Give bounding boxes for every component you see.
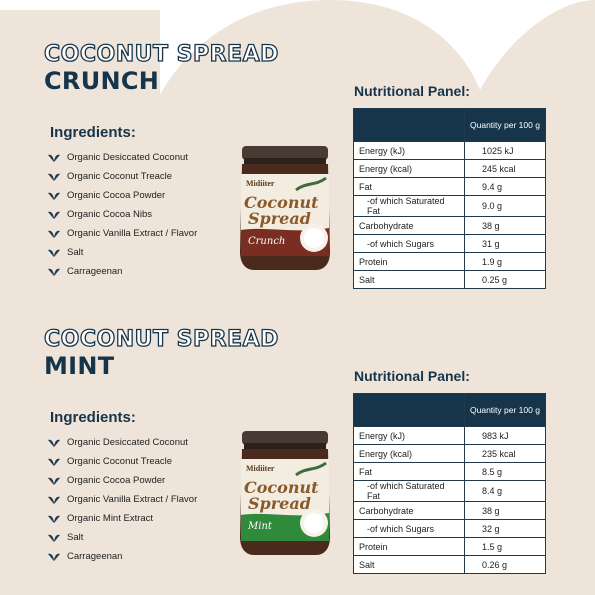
list-item: Organic Coconut Treacle: [48, 452, 197, 471]
jar-flavor: Crunch: [248, 236, 286, 247]
table-row: Energy (kJ) 1025 kJ: [354, 142, 546, 160]
nutrition-table: [353, 393, 546, 574]
jar-name-2: Spread: [248, 494, 311, 513]
leaf-icon: [48, 458, 60, 466]
table-row: -of which Sugars 32 g: [354, 520, 546, 538]
leaf-icon: [48, 154, 60, 162]
jar-flavor: Mint: [248, 521, 272, 532]
jar-brand: Midiiter: [246, 179, 275, 188]
list-item: Organic Cocoa Nibs: [48, 205, 197, 224]
leaf-icon: [48, 268, 60, 276]
product-section-crunch: [0, 0, 595, 297]
product-jar-image: [236, 142, 334, 272]
leaf-icon: [48, 211, 60, 219]
table-row: Salt 0.25 g: [354, 271, 546, 289]
table-row: Energy (kcal) 235 kcal: [354, 445, 546, 463]
ingredients-list: [48, 433, 197, 566]
jar-name-1: Coconut: [244, 478, 319, 497]
jar-brand: Midiiter: [246, 464, 275, 473]
leaf-icon: [48, 477, 60, 485]
list-item: Carrageenan: [48, 262, 197, 281]
table-row: Energy (kJ) 983 kJ: [354, 427, 546, 445]
qty-header: Quantity per 100 g: [465, 109, 546, 142]
product-section-mint: [0, 285, 595, 582]
product-variant: CRUNCH: [44, 67, 160, 95]
table-row: Fat 8.5 g: [354, 463, 546, 481]
list-item: Organic Desiccated Coconut: [48, 433, 197, 452]
ingredients-heading: Ingredients:: [50, 409, 136, 426]
table-row: Protein 1.5 g: [354, 538, 546, 556]
leaf-icon: [48, 553, 60, 561]
leaf-icon: [48, 173, 60, 181]
table-row: Fat 9.4 g: [354, 178, 546, 196]
list-item: Organic Coconut Treacle: [48, 167, 197, 186]
table-row: Protein 1.9 g: [354, 253, 546, 271]
table-row: Salt 0.26 g: [354, 556, 546, 574]
product-jar-image: [236, 427, 334, 557]
product-title: COCONUT SPREAD: [44, 42, 279, 67]
product-variant: MINT: [44, 352, 115, 380]
list-item: Carrageenan: [48, 547, 197, 566]
leaf-icon: [48, 496, 60, 504]
leaf-icon: [48, 439, 60, 447]
jar-name-1: Coconut: [244, 193, 319, 212]
list-item: Salt: [48, 243, 197, 262]
ingredients-heading: Ingredients:: [50, 124, 136, 141]
table-row: Carbohydrate 38 g: [354, 217, 546, 235]
table-row: -of which Saturated Fat 8.4 g: [354, 481, 546, 502]
table-row: Energy (kcal) 245 kcal: [354, 160, 546, 178]
leaf-icon: [48, 534, 60, 542]
leaf-icon: [48, 192, 60, 200]
table-row: -of which Sugars 31 g: [354, 235, 546, 253]
list-item: Salt: [48, 528, 197, 547]
product-title: COCONUT SPREAD: [44, 327, 279, 352]
jar-name-2: Spread: [248, 209, 311, 228]
list-item: Organic Cocoa Powder: [48, 186, 197, 205]
list-item: Organic Cocoa Powder: [48, 471, 197, 490]
table-row: -of which Saturated Fat 9.0 g: [354, 196, 546, 217]
list-item: Organic Vanilla Extract / Flavor: [48, 490, 197, 509]
panel-title: Nutritional Panel:: [354, 83, 470, 99]
panel-title: Nutritional Panel:: [354, 368, 470, 384]
leaf-icon: [48, 515, 60, 523]
leaf-icon: [48, 230, 60, 238]
table-row: Carbohydrate 38 g: [354, 502, 546, 520]
qty-header: Quantity per 100 g: [465, 394, 546, 427]
ingredients-list: [48, 148, 197, 281]
list-item: Organic Vanilla Extract / Flavor: [48, 224, 197, 243]
leaf-icon: [48, 249, 60, 257]
list-item: Organic Mint Extract: [48, 509, 197, 528]
list-item: Organic Desiccated Coconut: [48, 148, 197, 167]
nutrition-table: [353, 108, 546, 289]
